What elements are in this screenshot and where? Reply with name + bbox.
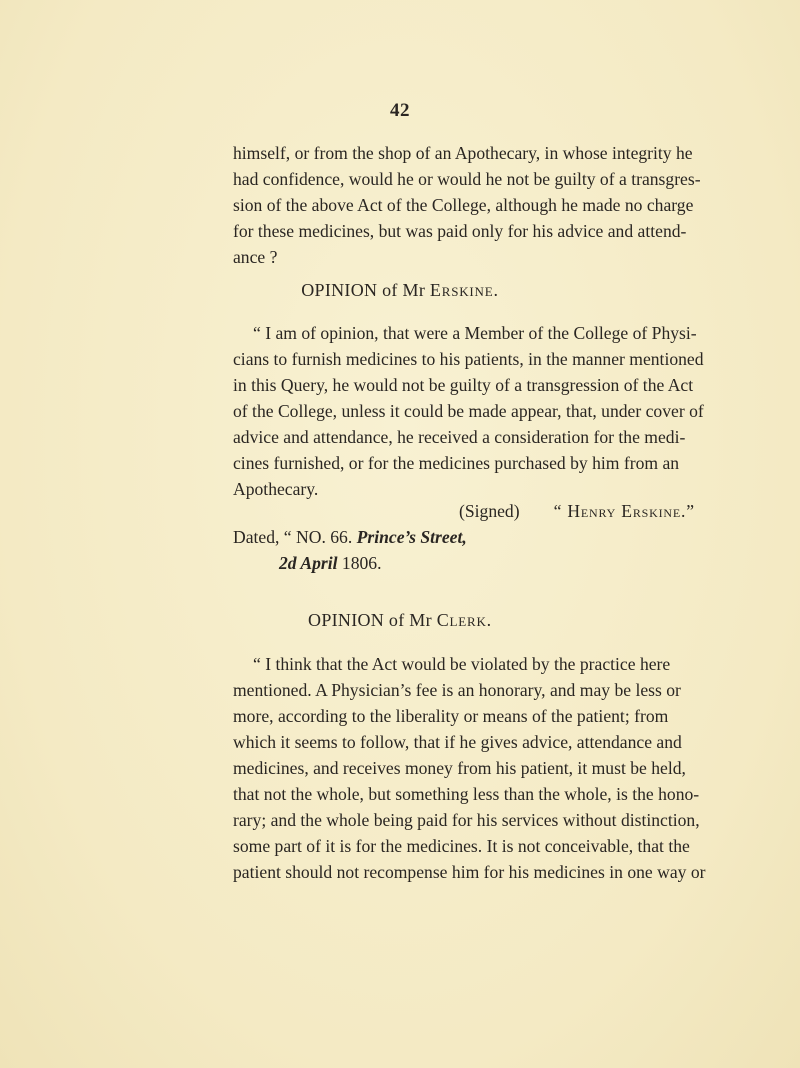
text-line: medicines, and receives money from his patient, it must be held, xyxy=(233,758,686,778)
heading-prefix: OPINION of Mr xyxy=(301,280,426,300)
text-line: in this Query, he would not be guilty of a transgression of the Act xyxy=(233,375,694,395)
date-line xyxy=(279,553,382,574)
text-line: “ I think that the Act would be violated by the practice here xyxy=(253,654,671,674)
text-line: had confidence, would he or would he not be guilty of a transgres- xyxy=(233,169,701,189)
intro-paragraph xyxy=(233,140,773,270)
text-line: ance ? xyxy=(233,247,278,267)
heading-prefix: OPINION of Mr xyxy=(308,610,432,630)
text-line: rary; and the whole being paid for his services without distinction, xyxy=(233,810,700,830)
text-line: mentioned. A Physician’s fee is an honorary, and may be less or xyxy=(233,680,681,700)
erskine-opinion-paragraph xyxy=(233,320,773,502)
date-year: 1806. xyxy=(341,553,382,573)
dated-label: Dated, “ xyxy=(233,527,292,547)
erskine-opinion-heading xyxy=(0,280,800,301)
signature-line xyxy=(459,501,695,522)
street-name: Prince’s Street, xyxy=(356,527,467,547)
text-line: himself, or from the shop of an Apothecary, in whose integrity he xyxy=(233,143,693,163)
text-line: Apothecary. xyxy=(233,479,319,499)
text-line: “ I am of opinion, that were a Member of the College of Physi- xyxy=(253,323,697,343)
text-line: which it seems to follow, that if he gives advice, attendance and xyxy=(233,732,682,752)
date-text: 2d April xyxy=(279,553,338,573)
page-number: 42 xyxy=(390,100,410,121)
signed-label: (Signed) xyxy=(459,501,520,521)
text-line: advice and attendance, he received a consideration for the medi- xyxy=(233,427,686,447)
text-line: of the College, unless it could be made appear, that, under cover of xyxy=(233,401,704,421)
clerk-opinion-paragraph xyxy=(233,651,773,885)
text-line: more, according to the liberality or means of the patient; from xyxy=(233,706,669,726)
text-line: cians to furnish medicines to his patients, in the manner mentioned xyxy=(233,349,704,369)
heading-name: Clerk. xyxy=(436,610,492,630)
text-line: cines furnished, or for the medicines purchased by him from an xyxy=(233,453,680,473)
text-line: some part of it is for the medicines. It is not conceivable, that the xyxy=(233,836,690,856)
dated-line xyxy=(233,527,467,548)
signatory-name: “ Henry Erskine.” xyxy=(553,501,695,521)
street-number: NO. 66. xyxy=(296,527,353,547)
text-line: that not the whole, but something less than the whole, is the hono- xyxy=(233,784,700,804)
text-line: for these medicines, but was paid only for his advice and attend- xyxy=(233,221,687,241)
heading-name: Erskine. xyxy=(429,280,499,300)
text-line: patient should not recompense him for his medicines in one way or xyxy=(233,862,706,882)
clerk-opinion-heading xyxy=(0,610,800,631)
text-line: sion of the above Act of the College, although he made no charge xyxy=(233,195,694,215)
